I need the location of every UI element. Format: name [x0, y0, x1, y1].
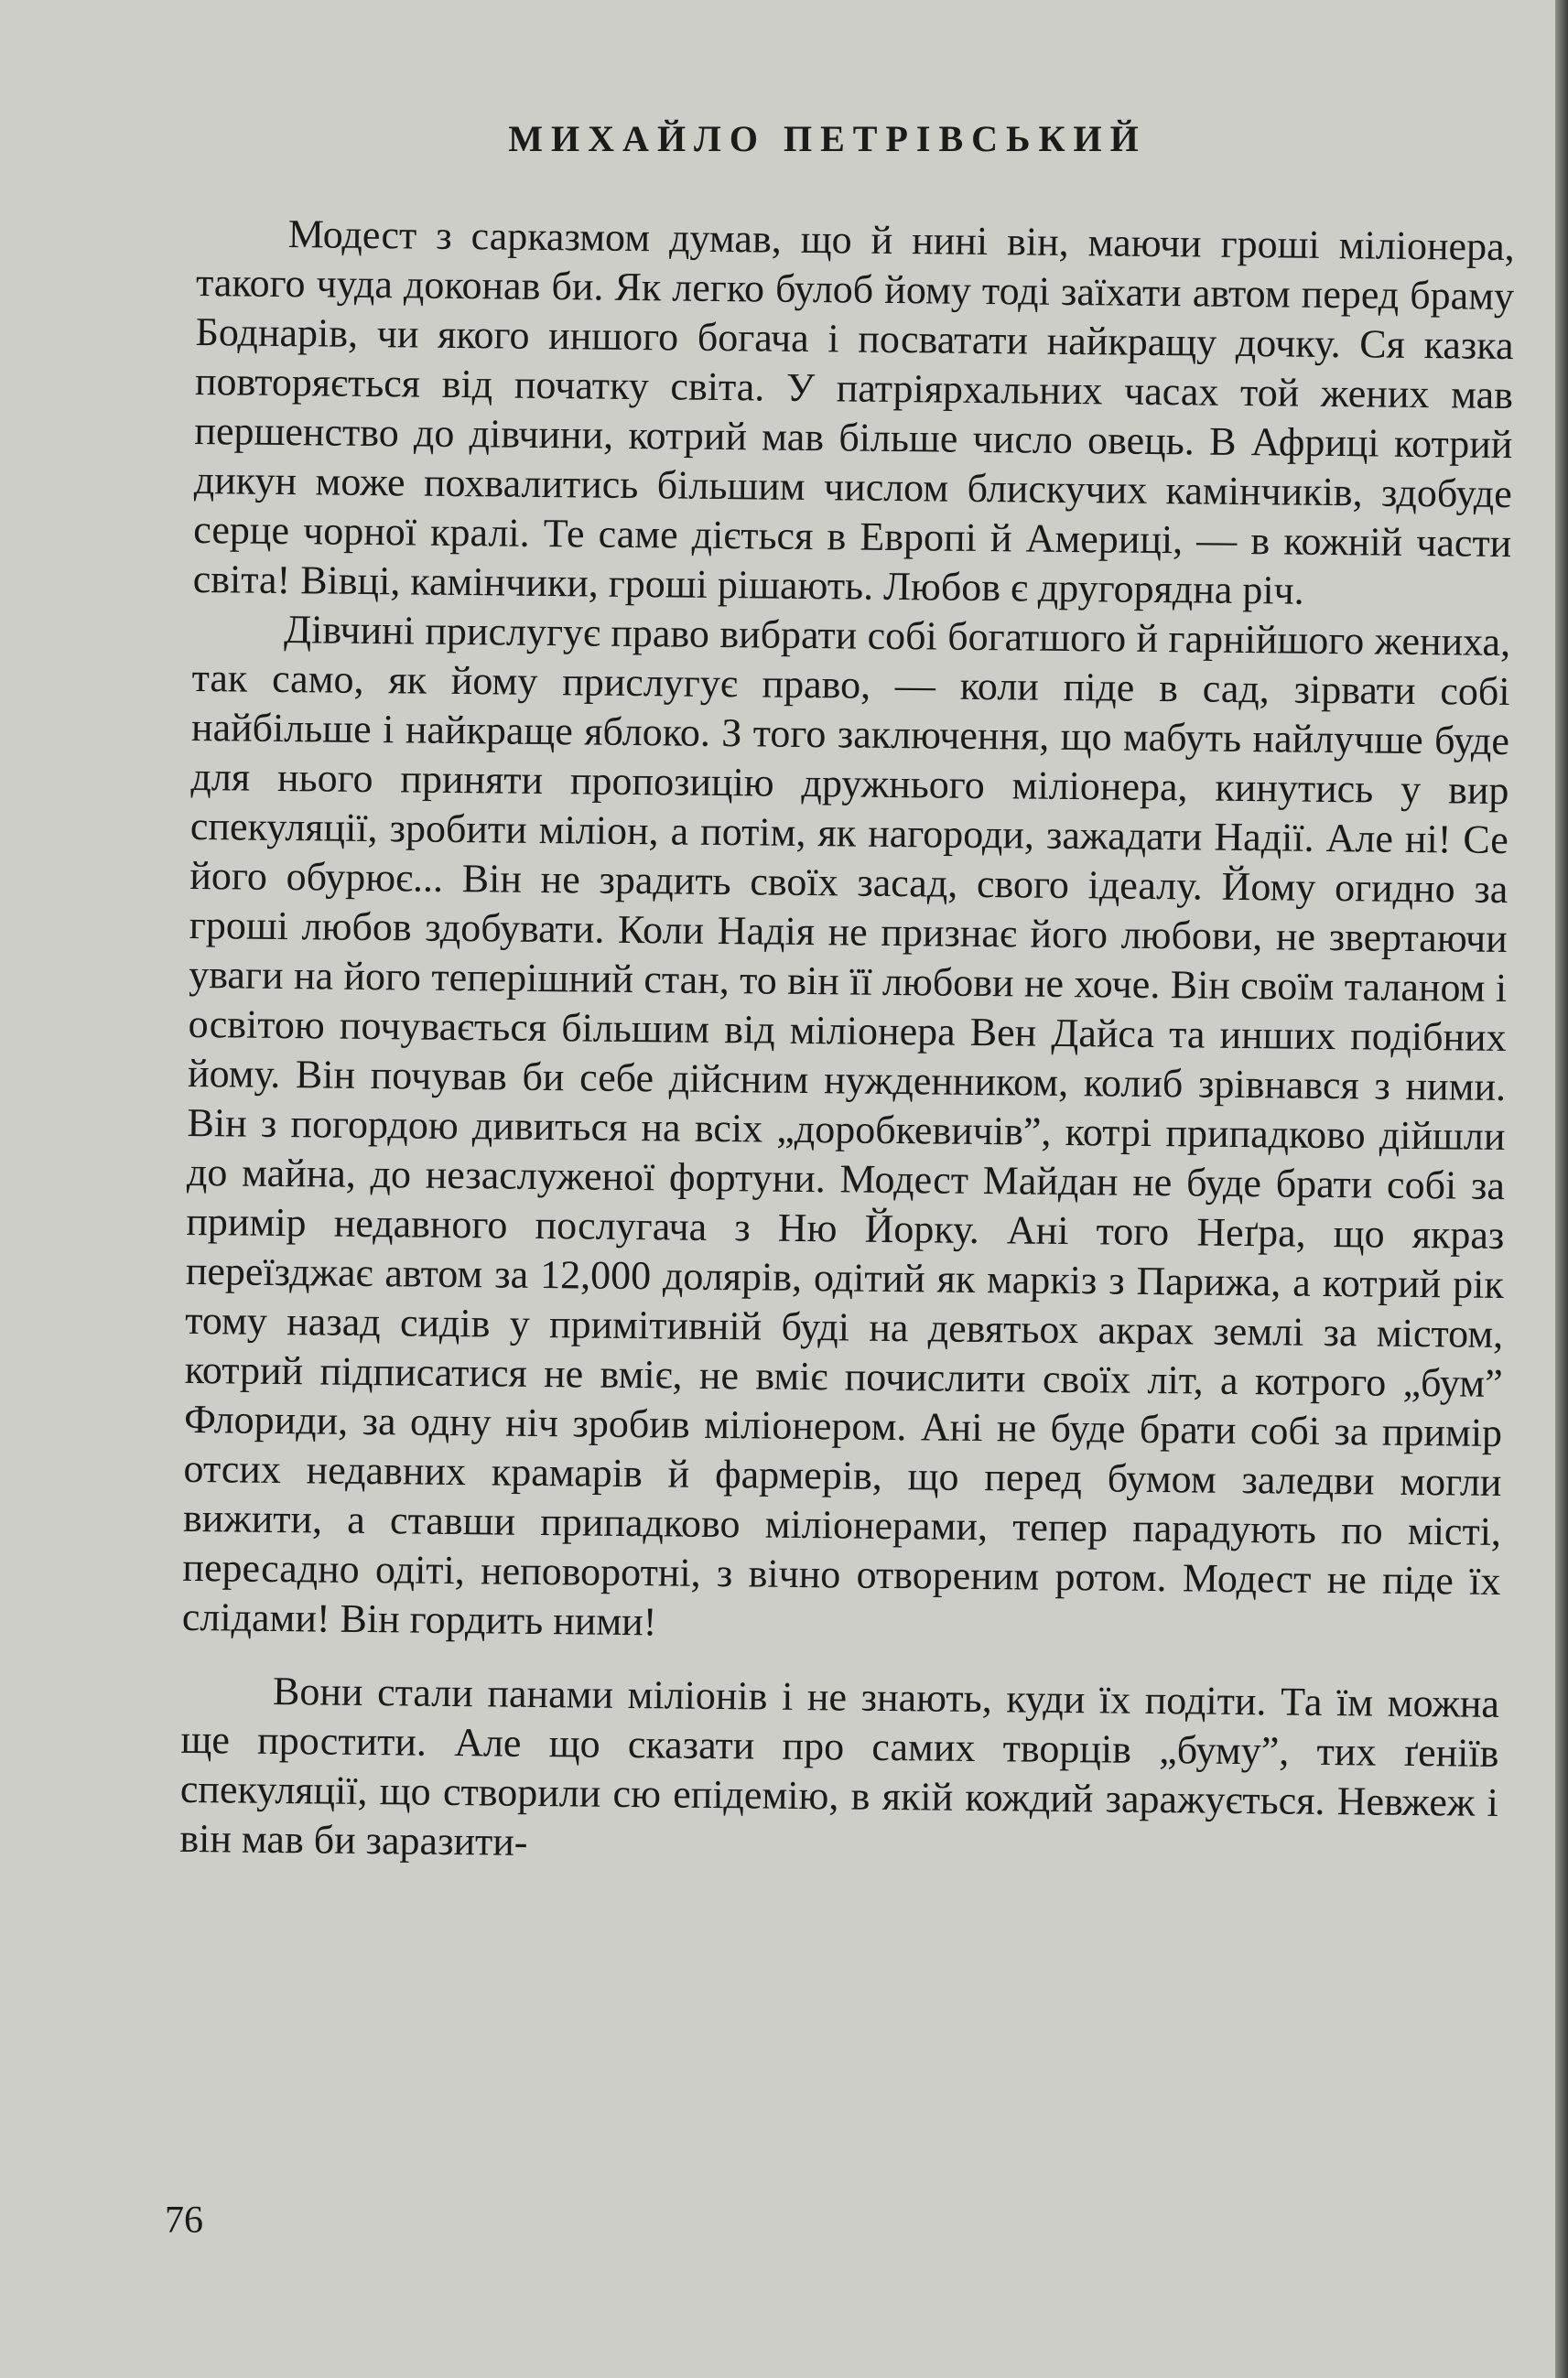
paragraph-1: Модест з сарказмом думав, що й нині він, маючи гроші міліонера, такого чуда доконав би. Як легко булоб йому тоді заїхати автом перед браму Боднарів, чи якого иншого богача і посватати найкращу дочку. Ся казка повторяється від початку світа. У патріярхальних часах той жених мав першенство до дівчини, котрий мав більше число овець. В Африці котрий дикун може похвалитись більшим числом блискучих камінчиків, здобуде серце чорної кралі. Те саме діється в Европі й Америці, — в кожній части світа! Вівці, камінчики, гроші рішають. Любов є другорядна річ. — [192, 211, 1515, 613]
paragraph-3: Вони стали панами міліонів і не знають, куди їх подіти. Та їм можна ще простити. Але що сказати про самих творців „буму”, тих ґеніїв спекуляції, що створили сю епідемію, в якій кождий заражується. Невжеж і він мав би заразити- — [179, 1668, 1500, 1865]
book-spine-edge — [1555, 0, 1568, 2378]
running-header — [0, 117, 1568, 160]
running-title: МИХАЙЛО ПЕТРІВСЬКИЙ — [508, 118, 1147, 159]
page-number: 76 — [165, 2200, 203, 2242]
body-text — [179, 209, 1515, 1877]
paragraph-2: Дівчині прислугує право вибрати собі богатшого й гарнійшого жениха, так само, як йому прислугує право, — коли піде в сад, зірвати собі найбільше і найкраще яблоко. З того заключення, що мабуть найлучше буде для нього приняти пропозицію дружнього міліонера, кинутись у вир спекуляції, зробити міліон, а потім, як нагороди, зажадати Надії. Але ні! Се його обурює... Він не зрадить своїх засад, свого ідеалу. Йому огидно за гроші любов здобувати. Коли Надія не признає його любови, не звертаючи уваги на його теперішний стан, то він її любови не хоче. Він своїм таланом і освітою почувається більшим від міліонера Вен Дайса та инших подібних йому. Він почував би себе дійсним нужденником, колиб зрівнався з ними. Він з погордою дивиться на всіх „доробкевичів”, котрі припадково дійшли до майна, до незаслуженої фортуни. Модест Майдан не буде брати собі за примір недавного послугача з Ню Йорку. Ані того Неґра, що якраз переїзджає автом за 12,000 долярів, одітий як маркіз з Парижа, а котрий рік тому назад сидів у примітивній буді на девятьох акрах землі за містом, котрий підписатися не вміє, не вміє почислити своїх літ, а котрого „бум” Флориди, за одну ніч зробив міліонером. Ані не буде брати собі за примір отсих недавних крамарів й фармерів, що перед бумом заледви могли вижити, а ставши припадково міліонерами, тепер парадують по місті, пересадно одіті, неповоротні, з вічно отвореним ротом. Модест не піде їх слідами! Він гордить ними! — [181, 607, 1511, 1645]
